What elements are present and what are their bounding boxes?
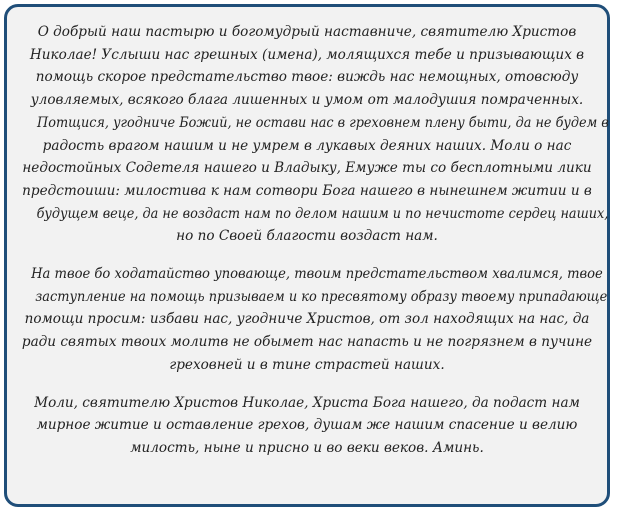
prayer-line: На твое бо ходатайство уповающе, твоим предстательством хвалимся, твое — [31, 266, 603, 283]
prayer-line: недостойных Содетеля нашего и Владыку, Емуже ты со бесплотными лики — [22, 160, 592, 177]
prayer-card — [4, 4, 610, 507]
prayer-line: помощь скорое предстательство твое: виждь нас немощных, отовсюду — [35, 69, 579, 86]
prayer-line: ради святых твоих молитв не обымет нас напасть и не погрязнем в пучине — [21, 334, 593, 351]
prayer-paragraph-2 — [21, 263, 608, 377]
prayer-line: греховней и в тине страстей наших. — [169, 356, 445, 373]
prayer-line: но по Своей благости воздаст нам. — [176, 228, 438, 245]
prayer-line: Николае! Услыши нас грешных (имена), молящихся тебе и призывающих в — [29, 46, 585, 63]
prayer-line: уловляемых, всякого блага лишенных и умом от малодушия помраченных. — [30, 92, 584, 109]
prayer-line: милость, ныне и присно и во веки веков. Аминь. — [130, 439, 484, 456]
prayer-line: Моли, святителю Христов Николае, Христа Бога нашего, да подаст нам — [34, 394, 580, 411]
prayer-line: О добрый наш пастырю и богомудрый наставниче, святителю Христов — [37, 24, 577, 40]
prayer-line: радость врагом нашим и не умрем в лукавых деяних наших. Моли о нас — [42, 137, 572, 154]
prayer-line: будущем веце, да не воздаст нам по делом нашим и по нечистоте сердец наших, — [36, 205, 609, 222]
prayer-text — [21, 21, 609, 460]
prayer-line: заступление на помощь призываем и ко пресвятому образу твоему припадающе — [35, 288, 608, 305]
prayer-line: Потщися, угодниче Божий, не остави нас в греховнем плену быти, да не будем в — [37, 114, 609, 131]
prayer-paragraph-1 — [21, 21, 609, 248]
prayer-line: помощи просим: избави нас, угодниче Христов, от зол находящих на нас, да — [24, 311, 590, 328]
prayer-line: мирное житие и оставление грехов, душам же нашим спасение и велию — [36, 417, 578, 434]
prayer-paragraph-3 — [21, 392, 593, 460]
prayer-line: предстоиши: милостива к нам сотвори Бога нашего в нынешнем житии и в — [22, 182, 592, 199]
